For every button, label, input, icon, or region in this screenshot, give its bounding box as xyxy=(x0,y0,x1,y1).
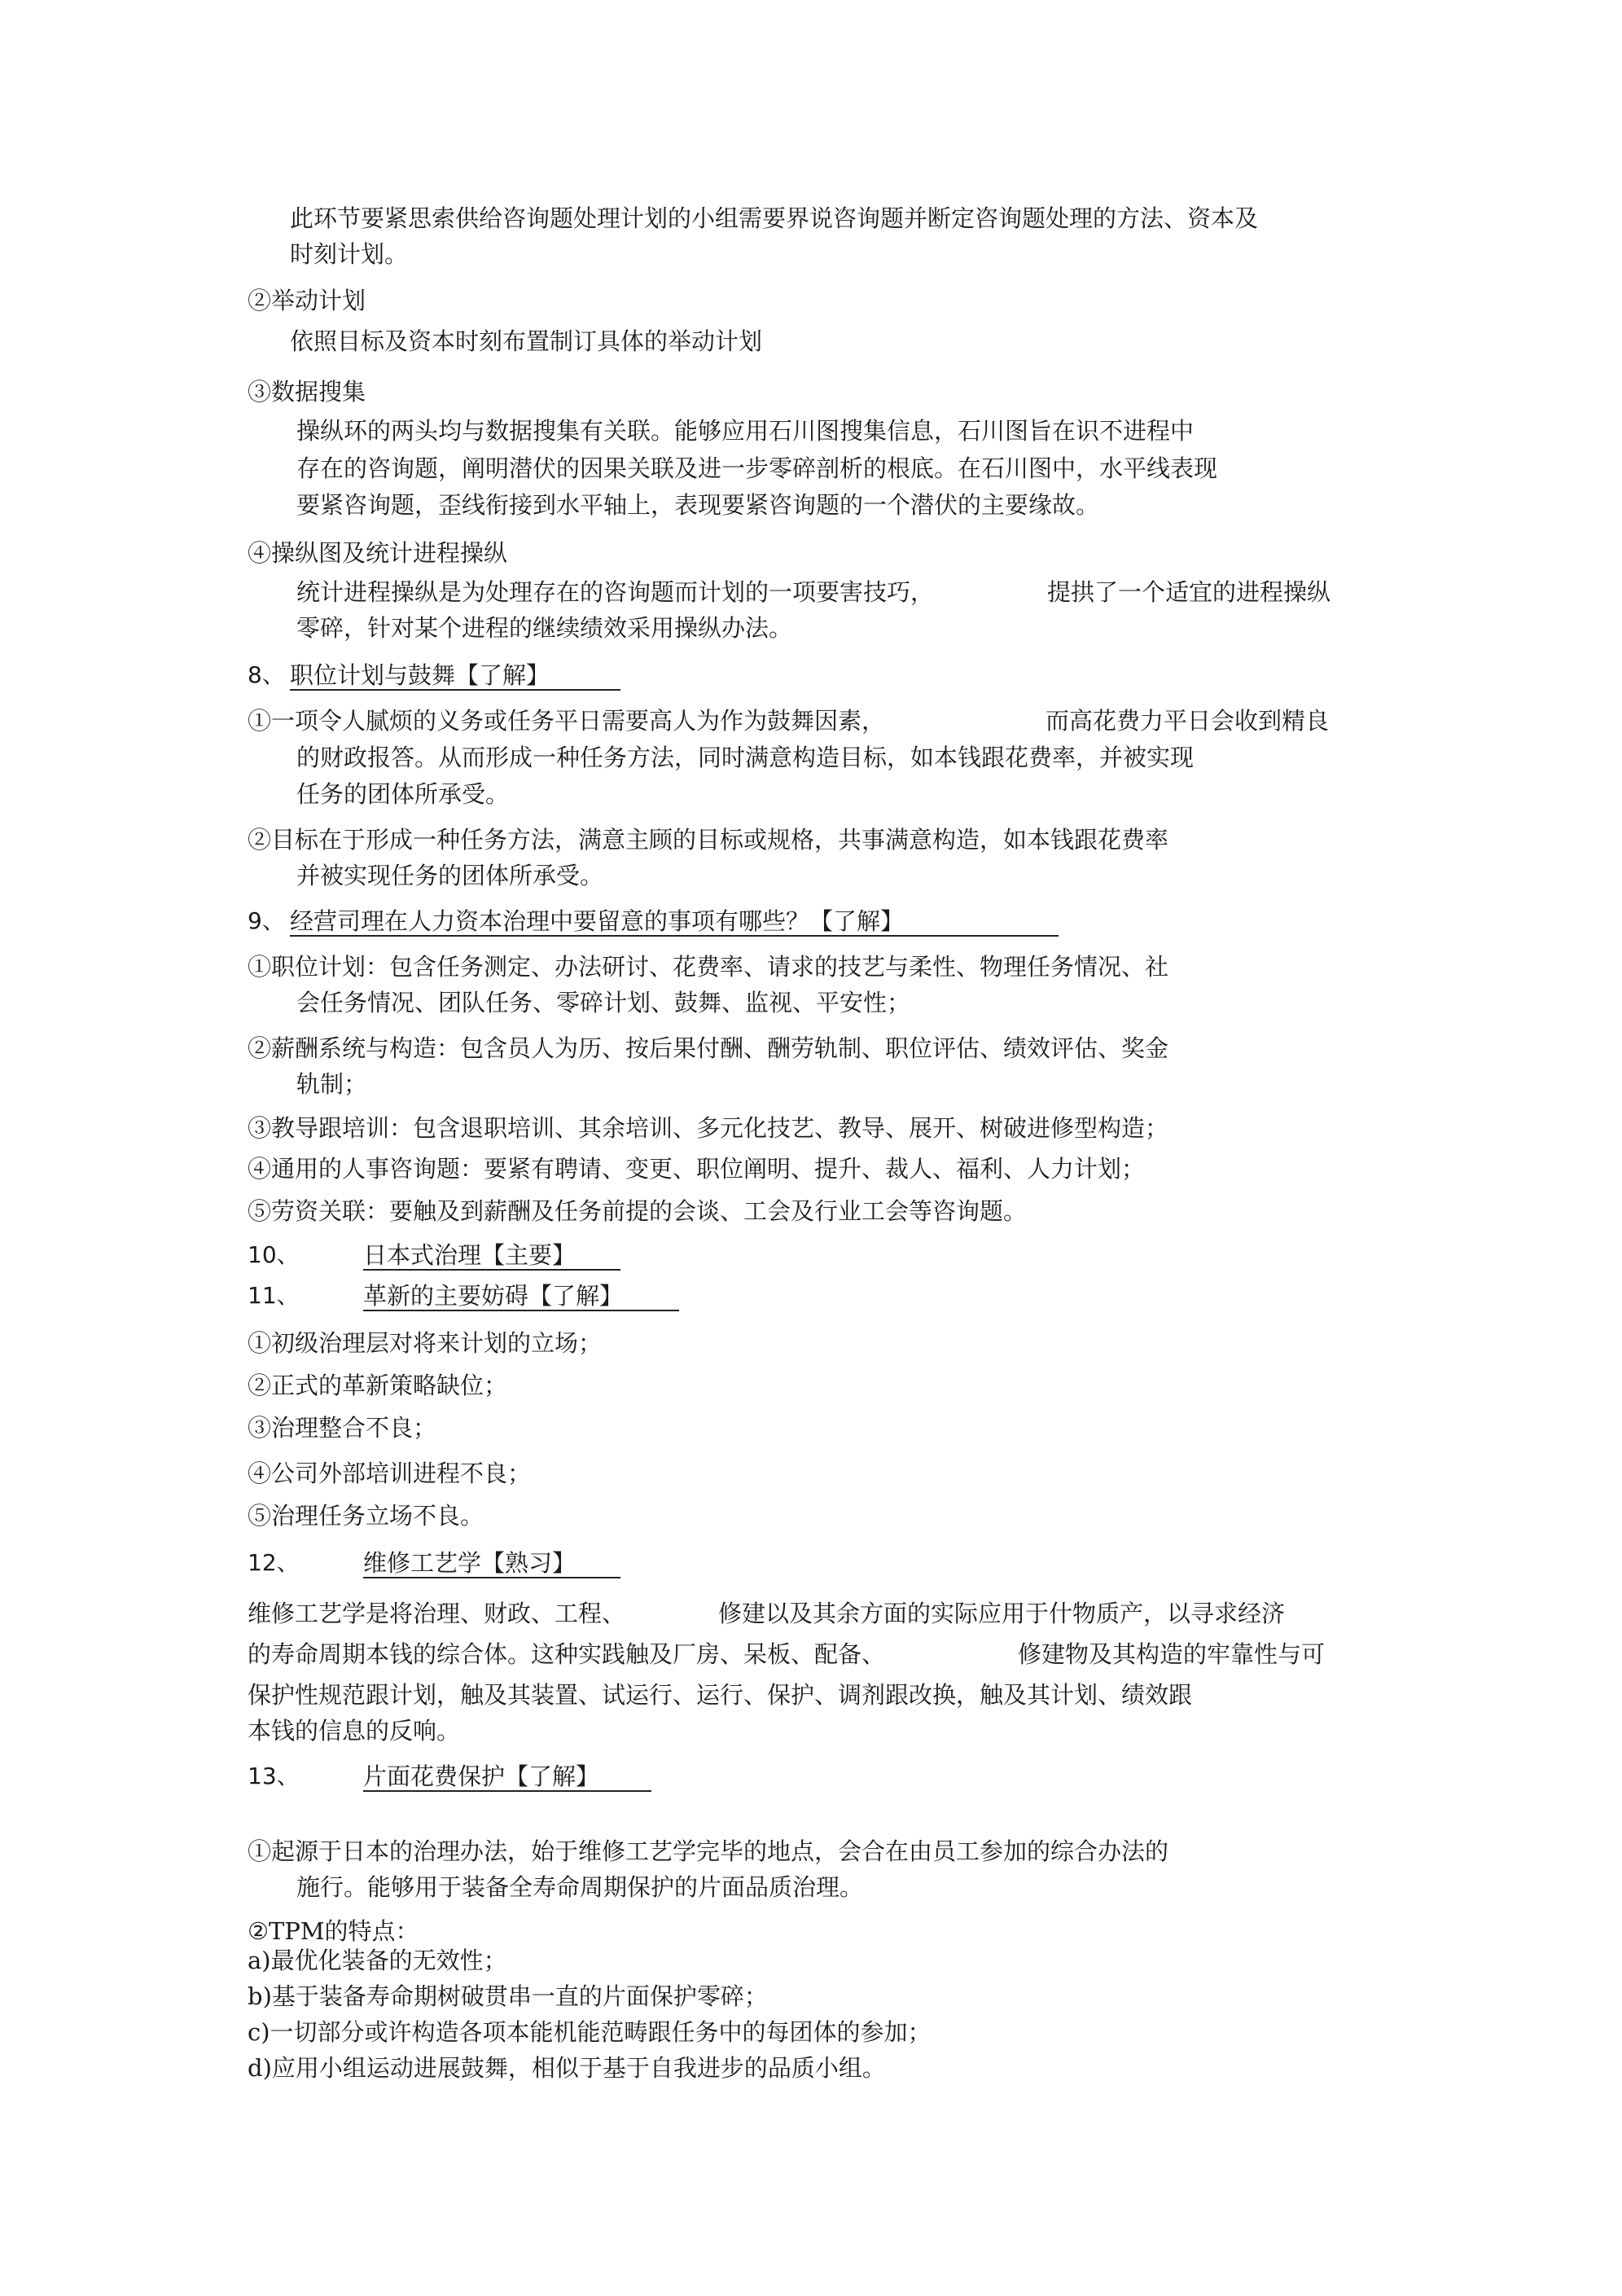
data-collection-line-2: 存在的咨询题，阐明潜伏的因果关联及进一步零碎剖析的根底。在石川图中，水平线表现 xyxy=(296,454,1218,482)
section-8-title: 职位计划与鼓舞【了解】 xyxy=(290,661,550,689)
section-11-item-3: ③治理整合不良； xyxy=(248,1414,437,1442)
section-10-title: 日本式治理【主要】 xyxy=(363,1241,576,1269)
section-8-item-1c: 的财政报答。从而形成一种任务方法，同时满意构造目标，如本钱跟花费率，并被实现 xyxy=(296,744,1195,771)
section-9-item-1a: ①职位计划：包含任务测定、办法研讨、花费率、请求的技艺与柔性、物理任务情况、社 xyxy=(248,953,1169,981)
section-12-underline xyxy=(363,1577,620,1578)
spc-line-2: 零碎，针对某个进程的继续绩效采用操纵办法。 xyxy=(296,614,793,642)
section-12-body-2a: 的寿命周期本钱的综合体。这种实践触及厂房、呆板、配备、 xyxy=(248,1640,886,1668)
section-13-item-1b: 施行。能够用于装备全寿命周期保护的片面品质治理。 xyxy=(296,1873,864,1901)
section-13-title: 片面花费保护【了解】 xyxy=(363,1763,600,1790)
section-8-item-1a: ①一项令人腻烦的义务或任务平日需要高人为作为鼓舞因素， xyxy=(248,707,886,735)
section-9-number: 9、 xyxy=(248,907,285,934)
section-13-item-c: c)一切部分或许构造各项本能机能范畴跟任务中的每团体的参加； xyxy=(248,2018,932,2046)
section-12-title: 维修工艺学【熟习】 xyxy=(363,1549,576,1577)
section-13-number: 13、 xyxy=(248,1763,300,1789)
section-11-item-1: ①初级治理层对将来计划的立场； xyxy=(248,1329,603,1357)
section-9-item-5: ⑤劳资关联：要触及到薪酬及任务前提的会谈、工会及行业工会等咨询题。 xyxy=(248,1197,1028,1225)
section-12-body-1b: 修建以及其余方面的实际应用于什物质产，以寻求经济 xyxy=(718,1600,1286,1627)
action-plan-body: 依照目标及资本时刻布置制订具体的举动计划 xyxy=(290,327,763,355)
section-11-underline xyxy=(363,1310,679,1311)
spc-heading: ④操纵图及统计进程操纵 xyxy=(248,539,508,567)
intro-line-2: 时刻计划。 xyxy=(290,240,409,268)
section-12-body-3: 保护性规范跟计划，触及其装置、试运行、运行、保护、调剂跟改换，触及其计划、绩效跟 xyxy=(248,1681,1193,1709)
section-10-number: 10、 xyxy=(248,1241,300,1268)
section-9-title: 经营司理在人力资本治理中要留意的事项有哪些？【了解】 xyxy=(290,907,905,935)
section-13-item-b: b)基于装备寿命期树破贯串一直的片面保护零碎； xyxy=(248,1982,768,2010)
section-11-item-5: ⑤治理任务立场不良。 xyxy=(248,1502,484,1530)
section-9-item-3: ③教导跟培训：包含退职培训、其余培训、多元化技艺、教导、展开、树破进修型构造； xyxy=(248,1114,1169,1142)
section-9-item-4: ④通用的人事咨询题：要紧有聘请、变更、职位阐明、提升、裁人、福利、人力计划； xyxy=(248,1155,1146,1183)
section-13-item-1a: ①起源于日本的治理办法，始于维修工艺学完毕的地点，会合在由员工参加的综合办法的 xyxy=(248,1837,1169,1865)
section-8-item-2b: 并被实现任务的团体所承受。 xyxy=(296,862,604,889)
section-12-body-2b: 修建物及其构造的牢靠性与可 xyxy=(1018,1640,1326,1668)
section-12-body-4: 本钱的信息的反响。 xyxy=(248,1717,461,1745)
section-11-number: 11、 xyxy=(248,1282,300,1309)
section-8-item-1d: 任务的团体所承受。 xyxy=(296,780,510,808)
section-13-item-d: d)应用小组运动进展鼓舞，相似于基于自我进步的品质小组。 xyxy=(248,2054,886,2082)
section-8-item-1b: 而高花费力平日会收到精良 xyxy=(1046,707,1330,735)
data-collection-line-3: 要紧咨询题，歪线衔接到水平轴上，表现要紧咨询题的一个潜伏的主要缘故。 xyxy=(296,491,1100,519)
section-9-item-1b: 会任务情况、团队任务、零碎计划、鼓舞、监视、平安性； xyxy=(296,989,911,1016)
section-9-item-2b: 轨制； xyxy=(296,1070,368,1098)
spc-line-1a: 统计进程操纵是为处理存在的咨询题而计划的一项要害技巧， xyxy=(296,578,935,606)
section-12-number: 12、 xyxy=(248,1549,300,1576)
action-plan-heading: ②举动计划 xyxy=(248,287,366,314)
section-13-underline xyxy=(363,1790,651,1792)
intro-line-1: 此环节要紧思索供给咨询题处理计划的小组需要界说咨询题并断定咨询题处理的方法、资本及 xyxy=(290,204,1259,232)
spc-line-1b: 提拱了一个适宜的进程操纵 xyxy=(1047,578,1331,606)
section-8-number: 8、 xyxy=(248,661,285,688)
section-11-title: 革新的主要妨碍【了解】 xyxy=(363,1282,624,1310)
section-9-underline xyxy=(290,935,1059,937)
section-11-item-4: ④公司外部培训进程不良； xyxy=(248,1460,532,1487)
section-13-item-2: ②TPM的特点： xyxy=(248,1917,419,1945)
section-12-body-1a: 维修工艺学是将治理、财政、工程、 xyxy=(248,1600,626,1627)
section-11-item-2: ②正式的革新策略缺位； xyxy=(248,1372,508,1399)
section-13-item-a: a)最优化装备的无效性； xyxy=(248,1947,507,1974)
data-collection-heading: ③数据搜集 xyxy=(248,378,366,406)
section-8-underline xyxy=(290,689,620,691)
section-10-underline xyxy=(363,1269,620,1271)
section-9-item-2a: ②薪酬系统与构造：包含员人为历、按后果付酬、酬劳轨制、职位评估、绩效评估、奖金 xyxy=(248,1034,1169,1062)
section-8-item-2a: ②目标在于形成一种任务方法，满意主顾的目标或规格，共事满意构造，如本钱跟花费率 xyxy=(248,826,1169,854)
data-collection-line-1: 操纵环的两头均与数据搜集有关联。能够应用石川图搜集信息，石川图旨在识不进程中 xyxy=(296,417,1195,445)
